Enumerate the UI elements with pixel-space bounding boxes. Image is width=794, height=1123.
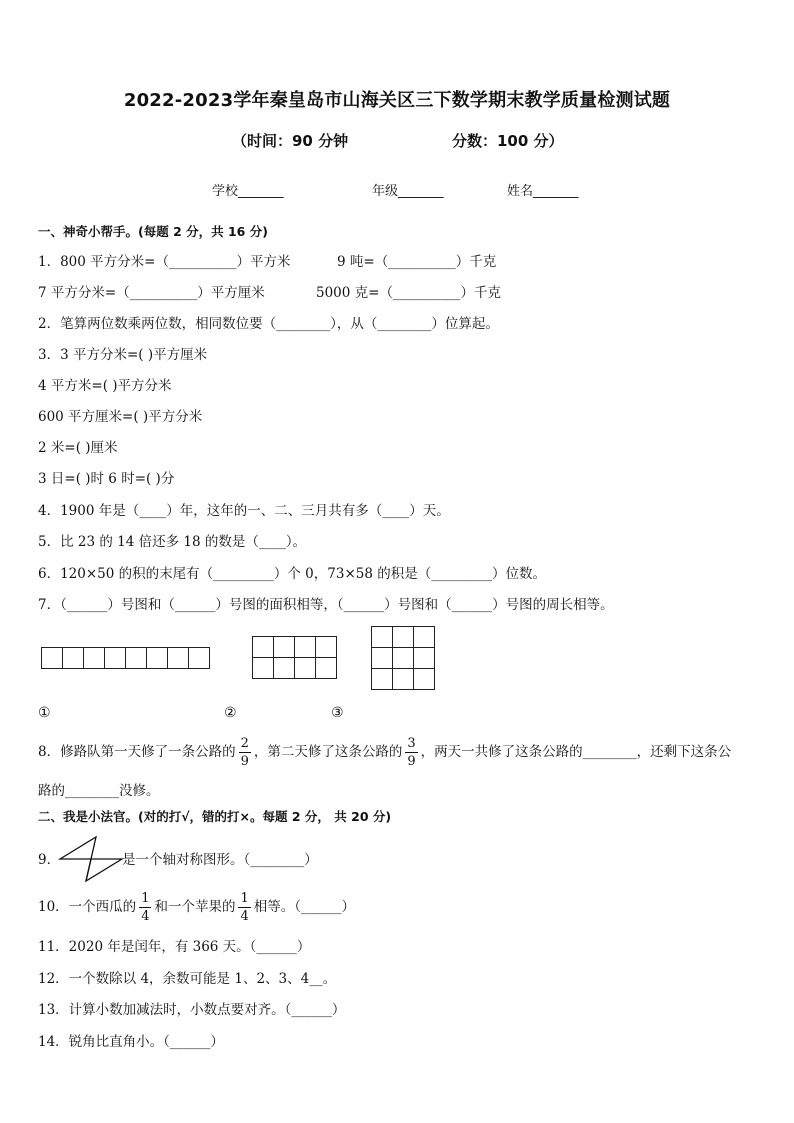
- name-field: 姓名_______: [507, 184, 579, 199]
- exam-title: 2022-2023学年秦皇岛市山海关区三下数学期末教学质量检测试题: [123, 90, 671, 111]
- fraction-denominator: 9: [240, 754, 249, 769]
- exam-score: 分数：100 分）: [452, 132, 564, 150]
- fraction-1-4: [238, 892, 250, 923]
- fraction-numerator: 2: [240, 736, 249, 751]
- question-1a: 1．800 平方分米=（__________）平方米: [38, 254, 291, 270]
- fraction-denominator: 4: [141, 909, 150, 924]
- question-10-part3: 相等。（______）: [253, 899, 355, 915]
- section2-heading: 二、我是小法官。(对的打√，错的打×。每题 2 分， 共 20 分): [38, 809, 392, 824]
- fraction-2-9: [239, 737, 251, 768]
- section1-heading: 一、神奇小帮手。(每题 2 分，共 16 分): [38, 224, 268, 239]
- question-8-part2: ，第二天修了这条公路的: [253, 744, 403, 760]
- figure-3-grid: [371, 626, 435, 690]
- figure-2-grid: [252, 636, 337, 679]
- question-13: 13．计算小数加减法时，小数点要对齐。（______）: [38, 1002, 346, 1018]
- question-7: 7．（______）号图和（______）号图的面积相等，（______）号图和（______）号图的周长相等。: [38, 597, 614, 613]
- question-14: 14．锐角比直角小。（______）: [38, 1034, 224, 1050]
- question-10-part2: 和一个苹果的: [154, 899, 236, 915]
- figure-1-grid: [41, 647, 210, 669]
- question-8-line2: 路的________没修。: [38, 783, 160, 799]
- question-10-part1: 10．一个西瓜的: [38, 899, 137, 915]
- grade-field: 年级_______: [372, 184, 444, 199]
- question-4: 4．1900 年是（____）年，这年的一、二、三月共有多（____）天。: [38, 503, 450, 519]
- fraction-numerator: 3: [407, 736, 416, 751]
- exam-time: （时间：90 分钟: [232, 132, 349, 150]
- fraction-numerator: 1: [141, 891, 150, 906]
- fraction-denominator: 4: [240, 909, 249, 924]
- question-1d: 5000 克=（__________）千克: [316, 285, 501, 301]
- question-6: 6．120×50 的积的末尾有（_________）个 0，73×58 的积是（_________）位数。: [38, 566, 546, 582]
- figure-3-label: ③: [331, 705, 344, 721]
- pinwheel-figure: [58, 833, 124, 887]
- question-8-line1: [38, 737, 731, 768]
- question-3d: 2 米=( )厘米: [38, 440, 118, 456]
- question-3a: 3．3 平方分米=( )平方厘米: [38, 347, 208, 363]
- question-11: 11．2020 年是闰年，有 366 天。（______）: [38, 939, 311, 955]
- school-field: 学校_______: [212, 184, 284, 199]
- question-3b: 4 平方米=( )平方分米: [38, 378, 172, 394]
- question-2: 2．笔算两位数乘两位数，相同数位要（________），从（________）位算起。: [38, 316, 499, 332]
- question-5: 5．比 23 的 14 倍还多 18 的数是（____）。: [38, 534, 307, 550]
- question-8-part3: ，两天一共修了这条公路的________，还剩下这条公: [420, 744, 732, 760]
- question-12: 12．一个数除以 4，余数可能是 1、2、3、4__。: [38, 971, 337, 987]
- fraction-numerator: 1: [240, 891, 249, 906]
- fraction-1-4: [139, 892, 151, 923]
- question-3c: 600 平方厘米=( )平方分米: [38, 409, 203, 425]
- question-8-part1: 8．修路队第一天修了一条公路的: [38, 744, 236, 760]
- question-9-text: 是一个轴对称图形。（________）: [122, 852, 318, 868]
- question-1c: 7 平方分米=（__________）平方厘米: [38, 285, 265, 301]
- fraction-3-9: [405, 737, 417, 768]
- figure-1-label: ①: [38, 705, 51, 721]
- question-9-number: 9．: [38, 852, 61, 868]
- figure-2-label: ②: [224, 705, 237, 721]
- question-1b: 9 吨=（__________）千克: [337, 254, 497, 270]
- fraction-denominator: 9: [407, 754, 416, 769]
- question-10: [38, 889, 355, 925]
- question-3e: 3 日=( )时 6 时=( )分: [38, 471, 175, 487]
